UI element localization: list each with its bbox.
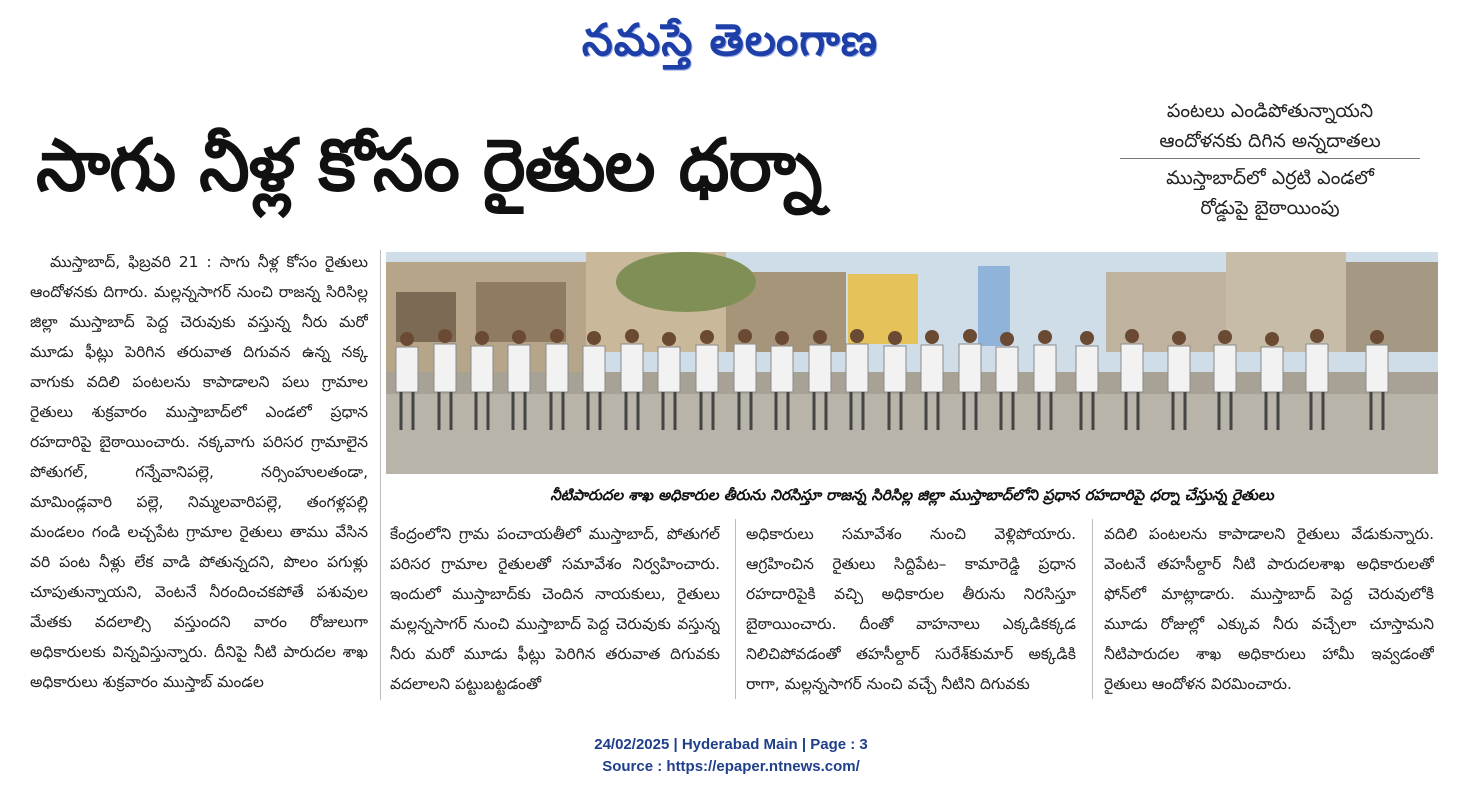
article-column-3: అధికారులు సమావేశం నుంచి వెళ్లిపోయారు. ఆగ్రహించిన రైతులు సిద్దిపేట– కామారెడ్డి ప్రధాన రహదారిపైకి వచ్చి అధికారుల తీరును నిరసిస్తూ బైఠాయించారు. దీంతో వాహనాలు ఎక్కడికక్కడ నిలిచిపోవడంతో తహసీల్దార్ సురేశ్‌కుమార్ అక్కడికి రాగా, మల్లన్నసాగర్ నుంచి వచ్చే నీటిని దిగువకు — [746, 525, 1076, 693]
deck-line: ముస్తాబాద్‌లో ఎర్రటి ఎండలో — [1166, 167, 1374, 189]
protest-photo-illustration — [386, 252, 1438, 474]
deck-line: పంటలు ఎండిపోతున్నాయని — [1166, 100, 1374, 122]
deck-line: ఆందోళనకు దిగిన అన్నదాతలు — [1159, 130, 1381, 152]
article-column-1: ముస్తాబాద్, ఫిబ్రవరి 21 : సాగు నీళ్ల కోసం రైతులు ఆందోళనకు దిగారు. మల్లన్నసాగర్ నుంచి రాజన్న సిరిసిల్ల జిల్లా ముస్తాబాద్ పెద్ద చెరువుకు వస్తున్న నీరు మరో మూడు ఫీట్లు పెరిగిన తరువాత దిగువన ఉన్న నక్క వాగుకు వదిలి పంటలను కాపాడాలని పలు గ్రామాల రైతులు శుక్రవారం ముస్తాబాద్‌లో ఎండలో ప్రధాన రహదారిపై బైఠాయించారు. నక్కవాగు పరిసర గ్రామాలైన పోతుగల్, గన్నేవానిపల్లె, నర్సింహులతండా, మామిండ్లవారి పల్లె, నిమ్మలవారిపల్లె, తంగళ్లపల్లి మండలం గండి లచ్చపేట గ్రామాల రైతులు తాము వేసిన వరి పంట నీళ్లు లేక వాడి పోతున్నదని, పొలం పగుళ్లు చూపుతున్నాయని, వెంటనే నీరందించకపోతే పశువుల మేతకు వదలాల్సి వస్తుందని వారం రోజులుగా అధికారులకు విన్నవిస్తున్నారు. దీనిపై నీటి పారుదల శాఖ అధికారులు శుక్రవారం ముస్తాబ్ మండల — [30, 253, 368, 691]
headline: సాగు నీళ్ల కోసం రైతుల ధర్నా — [36, 123, 822, 207]
footer-source-link[interactable]: Source : https://epaper.ntnews.com/ — [602, 758, 860, 775]
sub-headline-deck — [1120, 96, 1420, 223]
masthead-logo: నమస్తే తెలంగాణ — [581, 15, 879, 66]
column-divider — [735, 519, 736, 699]
column-divider — [1092, 519, 1093, 699]
footer-date-edition: 24/02/2025 | Hyderabad Main | Page : 3 — [594, 736, 868, 753]
article-column-4: వదిలి పంటలను కాపాడాలని రైతులు వేడుకున్నారు. వెంటనే తహసీల్దార్ నీటి పారుదలశాఖ అధికారులతో ఫోన్‌లో మాట్లాడారు. ముస్తాబాద్ పెద్ద చెరువులోకి మూడు రోజుల్లో ఎక్కువ నీరు వచ్చేలా చూస్తామని నీటిపారుదల శాఖ అధికారులు హామీ ఇవ్వడంతో రైతులు ఆందోళన విరమించారు. — [1104, 525, 1434, 693]
deck-divider — [1120, 158, 1420, 159]
photo-caption: నీటిపారుదల శాఖ అధికారుల తీరును నిరసిస్తూ రాజన్న సిరిసిల్ల జిల్లా ముస్తాబాద్‌లోని ప్రధాన రహదారిపై ధర్నా చేస్తున్న రైతులు — [550, 486, 1274, 504]
column-divider — [380, 250, 381, 700]
deck-line: రోడ్డుపై బైఠాయింపు — [1200, 197, 1340, 219]
news-photo — [386, 252, 1438, 474]
article-column-2: కేంద్రంలోని గ్రామ పంచాయతీలో ముస్తాబాద్, పోతుగల్ పరిసర గ్రామాల రైతులతో సమావేశం నిర్వహించారు. ఇందులో ముస్తాబాద్‌కు చెందిన నాయకులు, రైతులు మల్లన్నసాగర్ నుంచి ముస్తాబాద్ పెద్ద చెరువుకు వస్తున్న నీరు మరో మూడు ఫీట్లు పెరిగిన తరువాత దిగువకు వదలాలని పట్టుబట్టడంతో — [390, 525, 720, 693]
